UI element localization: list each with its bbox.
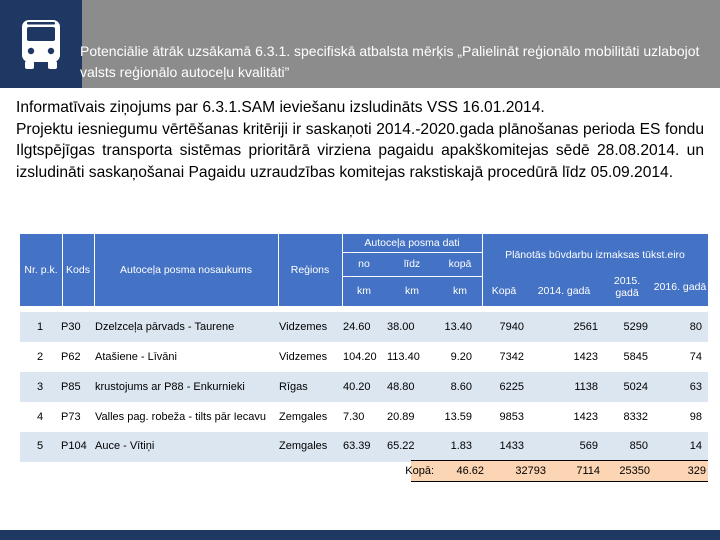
header-divider <box>94 234 95 306</box>
header-divider <box>62 234 63 306</box>
totals-cost: 32793 <box>515 465 546 477</box>
cell-regions: Zemgales <box>279 411 328 423</box>
totals-2014: 7114 <box>576 465 600 477</box>
cell-2016: 14 <box>689 440 702 452</box>
cell-cost: 9853 <box>499 411 524 423</box>
cell-kopa: 9.20 <box>450 351 472 363</box>
cell-2015: 8332 <box>623 411 648 423</box>
cell-kods: P30 <box>61 321 81 333</box>
cell-no: 104.20 <box>343 351 377 363</box>
cell-cost: 7342 <box>499 351 524 363</box>
page-title: Potenciālie ātrāk uzsākamā 6.3.1. specifiskā atbalsta mērķis „Palielināt reģionālo mobilitāti uzlabojot valsts reģionālo autoceļu kvalitāti” <box>80 43 700 80</box>
cell-kods: P62 <box>61 351 81 363</box>
header-nosaukums: Autoceļa posma nosaukums <box>120 264 252 276</box>
header-lidz: līdz <box>403 258 421 270</box>
cell-nr: 2 <box>36 351 44 363</box>
cell-cost: 6225 <box>499 381 524 393</box>
header-km-kopa: km <box>453 285 467 297</box>
cell-2015: 5299 <box>623 321 648 333</box>
cell-kopa: 13.59 <box>444 411 472 423</box>
header-regions: Reģions <box>290 264 330 276</box>
header-dati-group: Autoceļa posma dati <box>364 237 460 249</box>
cell-nosaukums: Atašiene - Līvāni <box>95 351 177 363</box>
cell-kopa: 1.83 <box>450 440 472 452</box>
cell-2014: 1138 <box>574 381 598 393</box>
intro-line-2: Projektu iesniegumu vērtēšanas kritēriji ir saskaņoti 2014.-2020.gada plānošanas perioda ES fondu Ilgtspējīgas transporta sistēmas prioritārā virziena pagaidu apakškomitejas sēdē 28.08.2014. un izsludināti saskaņošanai Pagaidu uzraudzības komitejas rakstiskajā procedūrā līdz 05.09.2014. <box>16 120 704 181</box>
cell-kods: P104 <box>61 440 87 452</box>
cell-cost: 1433 <box>499 440 524 452</box>
cell-lidz: 113.40 <box>387 351 420 363</box>
cell-nr: 4 <box>36 411 44 423</box>
cell-lidz: 48.80 <box>387 381 415 393</box>
cell-regions: Vidzemes <box>279 321 328 333</box>
cell-2014: 569 <box>579 440 598 452</box>
cell-kods: P73 <box>61 411 81 423</box>
footer-bar <box>0 530 720 540</box>
cell-nosaukums: krustojums ar P88 - Enkurnieki <box>95 381 245 393</box>
header-kods: Kods <box>66 264 90 276</box>
cell-regions: Vidzemes <box>279 351 328 363</box>
cell-kods: P85 <box>61 381 81 393</box>
header-divider <box>278 234 279 306</box>
cell-lidz: 38.00 <box>387 321 415 333</box>
cell-2016: 98 <box>689 411 702 423</box>
cell-2015: 5845 <box>623 351 648 363</box>
road-projects-table <box>20 234 708 482</box>
cell-no: 63.39 <box>343 440 371 452</box>
cell-2014: 1423 <box>573 411 598 423</box>
cell-2016: 80 <box>689 321 702 333</box>
cell-2015: 5024 <box>623 381 648 393</box>
cell-nosaukums: Valles pag. robeža - tilts pār Iecavu <box>95 411 266 423</box>
header-nr: Nr. p.k. <box>24 264 58 276</box>
intro-line-1: Informatīvais ziņojums par 6.3.1.SAM ieviešanu izsludināts VSS 16.01.2014. <box>16 99 545 116</box>
header-kopa: kopā <box>448 258 472 270</box>
header-kopa-cost: Kopā <box>491 285 517 297</box>
cell-kopa: 8.60 <box>450 381 472 393</box>
cell-nr: 1 <box>36 321 44 333</box>
header-divider <box>342 252 482 253</box>
bus-icon <box>0 0 82 88</box>
cell-kopa: 13.40 <box>444 321 472 333</box>
totals-km: 46.62 <box>456 465 484 477</box>
cell-lidz: 65.22 <box>387 440 415 452</box>
cell-regions: Rīgas <box>279 381 308 393</box>
cell-no: 40.20 <box>343 381 371 393</box>
cell-2014: 1423 <box>573 351 598 363</box>
cell-cost: 7940 <box>499 321 524 333</box>
header-km-no: km <box>357 285 371 297</box>
intro-text <box>16 97 704 183</box>
cell-nr: 5 <box>36 440 44 452</box>
totals-2016: 329 <box>687 465 706 477</box>
cell-lidz: 20.89 <box>387 411 415 423</box>
cell-nosaukums: Dzelzceļa pārvads - Taurene <box>95 321 235 333</box>
title-banner <box>0 0 720 88</box>
header-no: no <box>358 258 370 270</box>
cell-nosaukums: Auce - Vītiņi <box>95 440 155 452</box>
header-km-lidz: km <box>405 285 419 297</box>
cell-2016: 63 <box>689 381 702 393</box>
totals-label: Kopā: <box>405 465 434 477</box>
cell-2014: 2561 <box>573 321 598 333</box>
totals-2015: 25350 <box>619 465 650 477</box>
cell-no: 7.30 <box>343 411 365 423</box>
header-izmaksas-group: Plānotās būvdarbu izmaksas tūkst.eiro <box>505 249 685 261</box>
header-2016: 2016. gadā <box>653 281 707 293</box>
header-divider <box>342 276 482 277</box>
header-2015: 2015. gadā <box>613 275 641 299</box>
header-2014: 2014. gadā <box>537 285 591 297</box>
cell-no: 24.60 <box>343 321 371 333</box>
header-divider <box>482 234 483 306</box>
cell-nr: 3 <box>36 381 44 393</box>
cell-regions: Zemgales <box>279 440 328 452</box>
cell-2015: 850 <box>629 440 648 452</box>
header-divider <box>342 234 343 306</box>
cell-2016: 74 <box>689 351 702 363</box>
